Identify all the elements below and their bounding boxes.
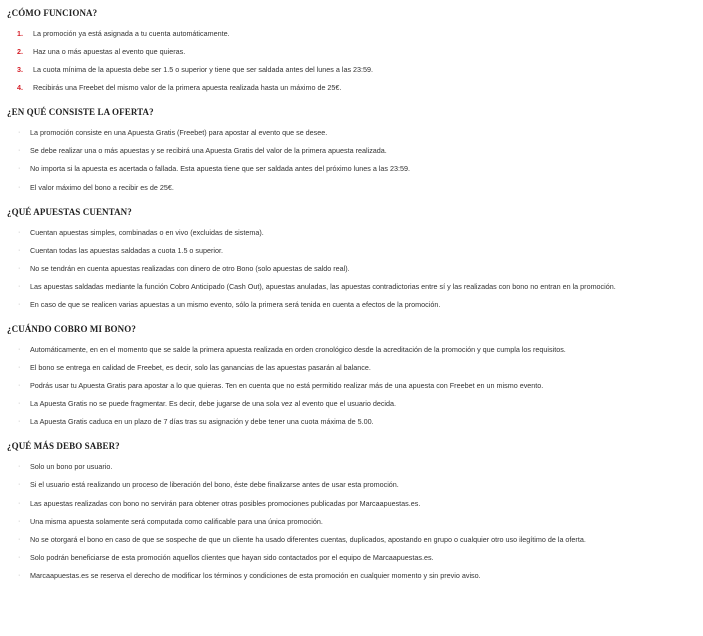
list-item-text: No importa si la apuesta es acertada o fallada. Esta apuesta tiene que ser saldada antes del próximo lunes a las 23:59. bbox=[30, 164, 410, 174]
bullet-icon: · bbox=[18, 345, 21, 353]
bullet-icon: · bbox=[18, 382, 21, 390]
list-item-text: Cuentan apuestas simples, combinadas o en vivo (excluidas de sistema). bbox=[30, 227, 264, 237]
bullet-icon: · bbox=[18, 463, 21, 471]
bullet-icon: · bbox=[18, 418, 21, 426]
list-item-text: La promoción ya está asignada a tu cuenta automáticamente. bbox=[33, 29, 230, 38]
section-title: ¿CUÁNDO COBRO MI BONO? bbox=[7, 323, 136, 334]
bullet-icon: · bbox=[18, 165, 21, 173]
list-item bbox=[7, 83, 703, 92]
bullet-list bbox=[7, 345, 703, 426]
list-item bbox=[7, 517, 703, 526]
bullet-icon: · bbox=[18, 147, 21, 155]
list-item bbox=[7, 462, 703, 471]
bullet-icon: · bbox=[18, 481, 21, 489]
bullet-list bbox=[7, 462, 703, 580]
list-item-text: Podrás usar tu Apuesta Gratis para apostar a lo que quieras. Ten en cuenta que no está permitido realizar más de una apuesta con Freebet en un mismo evento. bbox=[30, 381, 544, 391]
section-cuando-cobro bbox=[7, 324, 703, 426]
list-item bbox=[7, 363, 703, 372]
list-item bbox=[7, 164, 703, 173]
bullet-icon: · bbox=[18, 300, 21, 308]
bullet-icon: · bbox=[18, 364, 21, 372]
list-item bbox=[7, 480, 703, 489]
list-number: 2. bbox=[17, 47, 23, 57]
list-item bbox=[7, 417, 703, 426]
list-item-text: Marcaapuestas.es se reserva el derecho de modificar los términos y condiciones de esta promoción en cualquier momento y sin previo aviso. bbox=[30, 570, 481, 580]
list-item-text: No se tendrán en cuenta apuestas realizadas con dinero de otro Bono (solo apuestas de saldo real). bbox=[30, 263, 350, 273]
list-item bbox=[7, 381, 703, 390]
list-item-text: El valor máximo del bono a recibir es de 25€. bbox=[30, 182, 174, 192]
bullet-list bbox=[7, 128, 703, 191]
list-item bbox=[7, 183, 703, 192]
list-item-text: Automáticamente, en en el momento que se salde la primera apuesta realizada en orden cronológico desde la acreditación de la promoción y que cumpla los requisitos. bbox=[30, 344, 566, 354]
list-number: 1. bbox=[17, 29, 23, 38]
list-item-text: Haz una o más apuestas al evento que quieras. bbox=[33, 47, 186, 57]
bullet-icon: · bbox=[18, 264, 21, 272]
list-number: 4. bbox=[17, 83, 23, 93]
list-item-text: La promoción consiste en una Apuesta Gratis (Freebet) para apostar al evento que se desee. bbox=[30, 128, 328, 138]
list-item bbox=[7, 553, 703, 562]
list-item bbox=[7, 264, 703, 273]
bullet-icon: · bbox=[18, 535, 21, 543]
section-title: ¿EN QUÉ CONSISTE LA OFERTA? bbox=[7, 107, 154, 118]
bullet-icon: · bbox=[18, 553, 21, 561]
list-item bbox=[7, 571, 703, 580]
list-item bbox=[7, 29, 703, 38]
bullet-icon: · bbox=[18, 571, 21, 579]
list-item-text: Una misma apuesta solamente será computada como calificable para una única promoción. bbox=[30, 516, 323, 526]
section-title: ¿QUÉ APUESTAS CUENTAN? bbox=[7, 206, 132, 217]
bullet-icon: · bbox=[18, 183, 21, 191]
list-item-text: Si el usuario está realizando un proceso de liberación del bono, éste debe finalizarse antes de usar esta promoción. bbox=[30, 480, 399, 490]
list-item-text: En caso de que se realicen varias apuestas a un mismo evento, sólo la primera será tenida en cuenta a efectos de la promoción. bbox=[30, 299, 441, 309]
list-item bbox=[7, 65, 703, 74]
list-item bbox=[7, 246, 703, 255]
list-item bbox=[7, 282, 703, 291]
list-item-text: Solo podrán beneficiarse de esta promoción aquellos clientes que hayan sido contactados por el equipo de Marcaapuestas.es. bbox=[30, 552, 434, 562]
list-number: 3. bbox=[17, 65, 23, 75]
list-item-text: Las apuestas realizadas con bono no servirán para obtener otras posibles promociones publicadas por Marcaapuestas.es. bbox=[30, 498, 421, 508]
bullet-icon: · bbox=[18, 246, 21, 254]
list-item bbox=[7, 300, 703, 309]
section-en-que-consiste bbox=[7, 107, 703, 191]
list-item bbox=[7, 535, 703, 544]
list-item-text: No se otorgará el bono en caso de que se sospeche de que un cliente ha usado diferentes cuentas, duplicados, apostando en grupo o cualquier otro uso ilegítimo de la oferta. bbox=[30, 534, 586, 544]
bullet-icon: · bbox=[18, 228, 21, 236]
list-item-text: Recibirás una Freebet del mismo valor de la primera apuesta realizada hasta un máximo de 25€. bbox=[33, 83, 342, 93]
section-que-mas-debo-saber bbox=[7, 441, 703, 580]
list-item bbox=[7, 146, 703, 155]
ordered-list bbox=[7, 29, 703, 92]
section-como-funciona bbox=[7, 8, 703, 92]
list-item-text: El bono se entrega en calidad de Freebet, es decir, solo las ganancias de las apuestas pasarán al balance. bbox=[30, 363, 371, 373]
section-que-apuestas-cuentan bbox=[7, 207, 703, 309]
list-item-text: Las apuestas saldadas mediante la función Cobro Anticipado (Cash Out), apuestas anuladas, las apuestas contradictorias entre sí y las realizadas con bono no entran en la promoción. bbox=[30, 281, 616, 291]
list-item-text: La Apuesta Gratis caduca en un plazo de 7 días tras su asignación y debe tener una cuota máxima de 5.00. bbox=[30, 417, 374, 427]
list-item bbox=[7, 345, 703, 354]
bullet-icon: · bbox=[18, 400, 21, 408]
section-title: ¿CÓMO FUNCIONA? bbox=[7, 8, 98, 18]
bullet-icon: · bbox=[18, 282, 21, 290]
list-item-text: Cuentan todas las apuestas saldadas a cuota 1.5 o superior. bbox=[30, 245, 223, 255]
list-item-text: Solo un bono por usuario. bbox=[30, 462, 113, 472]
bullet-icon: · bbox=[18, 129, 21, 137]
bullet-list bbox=[7, 228, 703, 309]
list-item bbox=[7, 499, 703, 508]
list-item bbox=[7, 228, 703, 237]
bullet-icon: · bbox=[18, 499, 21, 507]
list-item bbox=[7, 128, 703, 137]
list-item bbox=[7, 399, 703, 408]
list-item-text: La cuota mínima de la apuesta debe ser 1.5 o superior y tiene que ser saldada antes del lunes a las 23:59. bbox=[33, 65, 374, 75]
list-item-text: La Apuesta Gratis no se puede fragmentar. Es decir, debe jugarse de una sola vez al evento que el usuario decida. bbox=[30, 399, 397, 409]
list-item bbox=[7, 47, 703, 56]
bullet-icon: · bbox=[18, 517, 21, 525]
list-item-text: Se debe realizar una o más apuestas y se recibirá una Apuesta Gratis del valor de la primera apuesta realizada. bbox=[30, 146, 387, 156]
section-title: ¿QUÉ MÁS DEBO SABER? bbox=[7, 441, 120, 452]
